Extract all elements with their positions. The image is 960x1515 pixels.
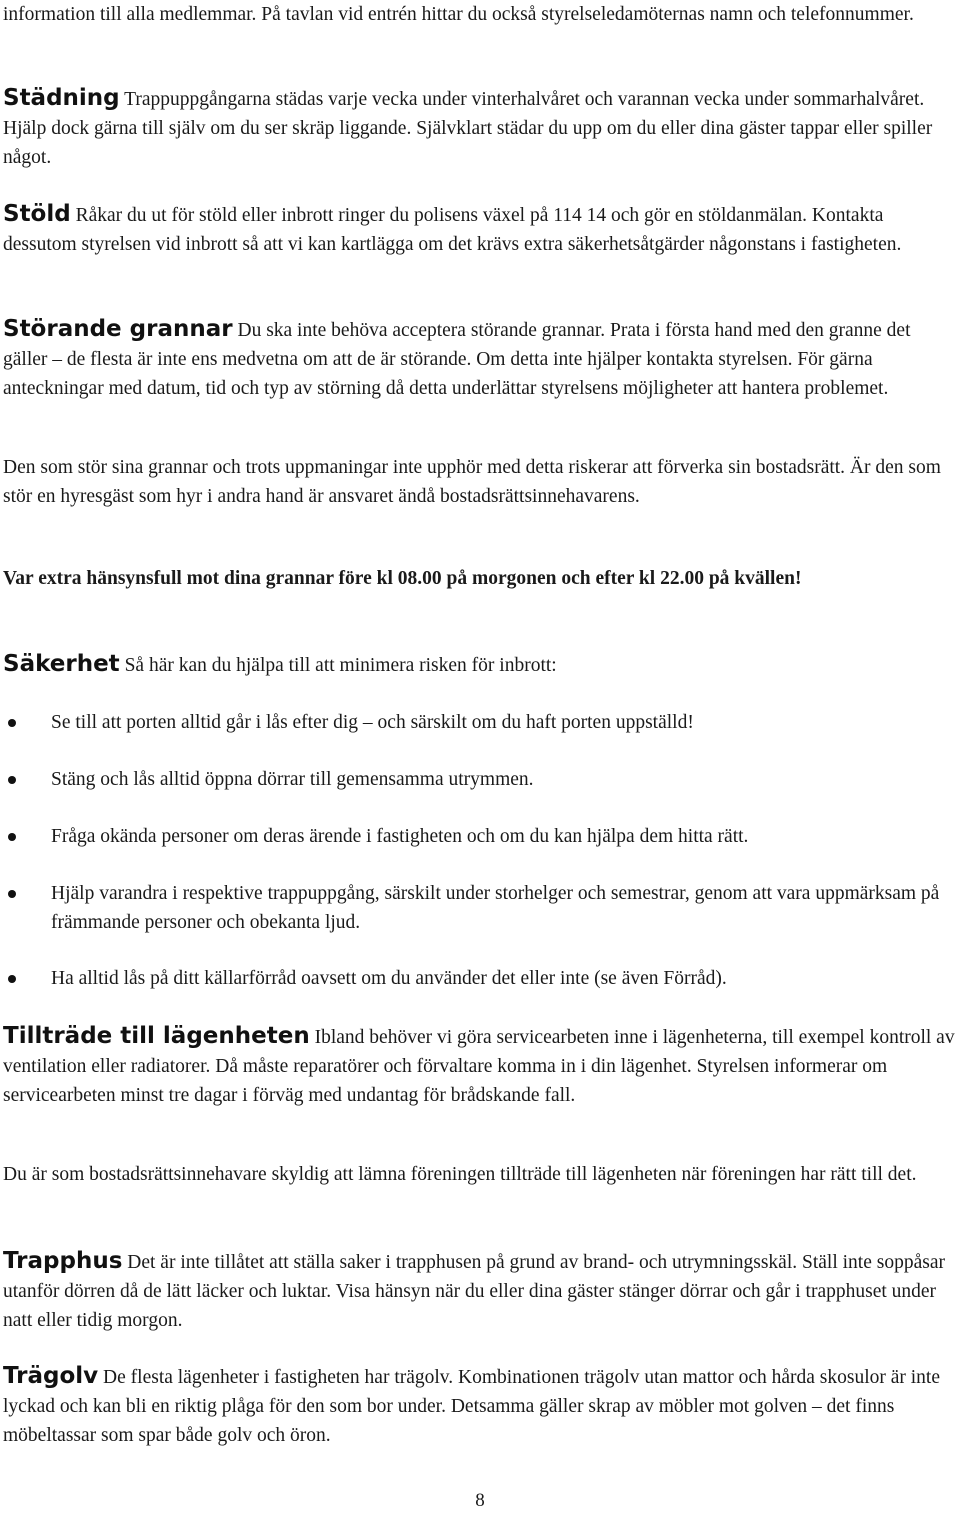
section-stold bbox=[3, 200, 957, 259]
heading-sakerhet: Säkerhet bbox=[3, 651, 120, 677]
intro-paragraph bbox=[3, 0, 957, 29]
text-tragolv: De flesta lägenheter i fastigheten har trägolv. Kombinationen trägolv utan mattor och hårda skosulor är inte lyckad och kan bli en riktig plåga för den som bor under. Detsamma gäller skrap av möbler mot golven – det finns möbeltassar som spar både golv och öron. bbox=[3, 1367, 941, 1446]
list-item-text: Hjälp varandra i respektive trappuppgång, särskilt under storhelger och semestrar, genom att vara uppmärksam på främmande personer och obekanta ljud. bbox=[51, 883, 940, 933]
bold-note-text: Var extra hänsynsfull mot dina grannar före kl 08.00 på morgonen och efter kl 22.00 på kvällen! bbox=[3, 568, 802, 589]
list-item-text: Stäng och lås alltid öppna dörrar till gemensamma utrymmen. bbox=[51, 769, 534, 790]
bold-note bbox=[3, 564, 957, 593]
list-item-text: Fråga okända personer om deras ärende i fastigheten och om du kan hjälpa dem hitta rätt. bbox=[51, 826, 749, 847]
section-tilltrade bbox=[3, 1022, 957, 1110]
bullet-icon bbox=[8, 833, 16, 841]
intro-text: information till alla medlemmar. På tavlan vid entrén hittar du också styrelseledamöternas namn och telefonnummer. bbox=[3, 4, 914, 25]
list-item bbox=[3, 708, 957, 737]
heading-stadning: Städning bbox=[3, 85, 120, 111]
bullet-icon bbox=[8, 975, 16, 983]
bullet-icon bbox=[8, 719, 16, 727]
text-stadning: Trappuppgångarna städas varje vecka under vinterhalvåret och varannan vecka under sommarhalvåret. Hjälp dock gärna till själv om du ser skräp liggande. Självklart städar du upp om du eller dina gäster tappar eller spiller något. bbox=[3, 89, 933, 168]
section-sakerhet bbox=[3, 650, 957, 680]
list-item bbox=[3, 964, 957, 993]
heading-tragolv: Trägolv bbox=[3, 1363, 99, 1389]
bullet-icon bbox=[8, 776, 16, 784]
section-storande bbox=[3, 315, 957, 403]
text-sakerhet: Så här kan du hjälpa till att minimera risken för inbrott: bbox=[124, 655, 557, 676]
list-item-text: Se till att porten alltid går i lås efter dig – och särskilt om du haft porten uppställd! bbox=[51, 712, 694, 733]
text-stold: Råkar du ut för stöld eller inbrott ringer du polisens växel på 114 14 och gör en stöldanmälan. Kontakta dessutom styrelsen vid inbrott så att vi kan kartlägga om det krävs extra säkerhetsåtgärder någonstans i fastigheten. bbox=[3, 205, 902, 255]
page-number: 8 bbox=[475, 1490, 485, 1511]
section-trapphus bbox=[3, 1247, 957, 1335]
text-storande-2: Den som stör sina grannar och trots uppmaningar inte upphör med detta riskerar att förverka sin bostadsrätt. Är den som stör en hyresgäst som hyr i andra hand är ansvaret ändå bostadsrättsinnehavarens. bbox=[3, 457, 941, 507]
section-stadning bbox=[3, 84, 957, 172]
paragraph-storande-2 bbox=[3, 453, 957, 511]
paragraph-tilltrade-2 bbox=[3, 1160, 957, 1189]
list-item bbox=[3, 879, 957, 937]
text-storande: Du ska inte behöva acceptera störande grannar. Prata i första hand med den granne det gäller – de flesta är inte ens medvetna om att de är störande. Om detta inte hjälper kontakta styrelsen. För gärna anteckningar med datum, tid och typ av störning då detta underlättar styrelsens möjligheter att hantera problemet. bbox=[3, 320, 911, 399]
text-trapphus: Det är inte tillåtet att ställa saker i trapphusen på grund av brand- och utrymningsskäl. Ställ inte soppåsar utanför dörren då de lätt läcker och luktar. Visa hänsyn när du eller dina gäster stänger dörrar och går i trapphuset under natt eller tidig morgon. bbox=[3, 1252, 945, 1331]
text-tilltrade-2: Du är som bostadsrättsinnehavare skyldig att lämna föreningen tillträde till lägenheten när föreningen har rätt till det. bbox=[3, 1164, 917, 1185]
text-tilltrade: Ibland behöver vi göra servicearbeten inne i lägenheterna, till exempel kontroll av ventilation eller radiatorer. Då måste reparatörer och förvaltare komma in i din lägenhet. Styrelsen informerar om servicearbeten minst tre dagar i förväg med undantag för brådskande fall. bbox=[3, 1027, 955, 1106]
heading-stold: Stöld bbox=[3, 201, 71, 227]
list-item bbox=[3, 822, 957, 851]
list-item bbox=[3, 765, 957, 794]
heading-storande: Störande grannar bbox=[3, 316, 233, 342]
bullet-icon bbox=[8, 890, 16, 898]
heading-trapphus: Trapphus bbox=[3, 1248, 123, 1274]
list-item-text: Ha alltid lås på ditt källarförråd oavsett om du använder det eller inte (se även Förråd). bbox=[51, 968, 727, 989]
heading-tilltrade: Tillträde till lägenheten bbox=[3, 1023, 310, 1049]
section-tragolv bbox=[3, 1362, 957, 1450]
